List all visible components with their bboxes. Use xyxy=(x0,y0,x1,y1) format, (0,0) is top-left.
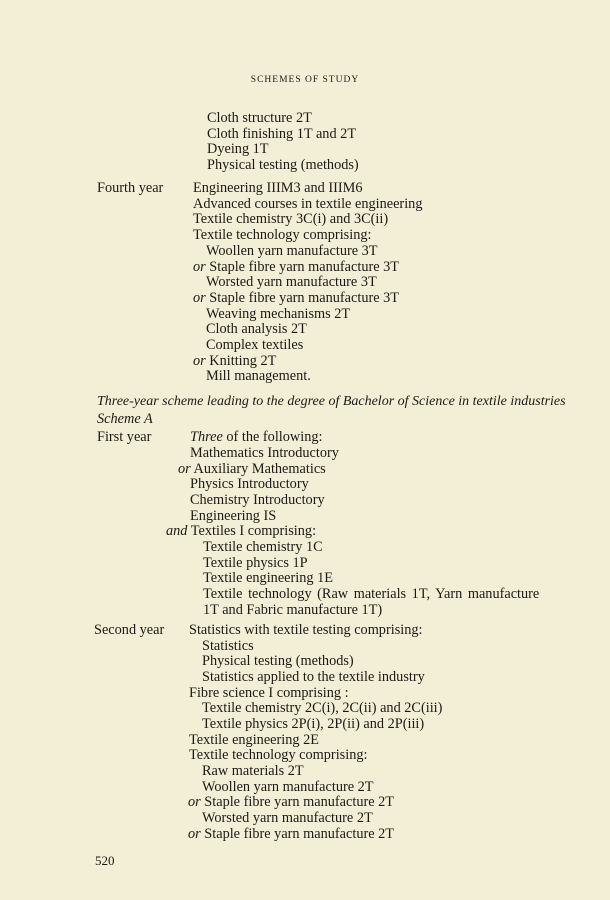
year-label: Fourth year xyxy=(97,180,164,196)
year-label: First year xyxy=(97,429,152,445)
item-text: Textiles I comprising: xyxy=(190,523,317,539)
list-item: Advanced courses in textile engineering xyxy=(193,196,423,212)
or-prefix: or xyxy=(188,794,201,810)
list-item: Weaving mechanisms 2T xyxy=(206,306,351,322)
item-text: Staple fibre yarn manufacture 3T xyxy=(209,290,400,306)
list-item: Textile technology comprising: xyxy=(193,227,372,243)
list-item: Physical testing (methods) xyxy=(202,653,354,669)
list-item: Engineering IS xyxy=(190,508,277,524)
year-label: Second year xyxy=(94,622,165,638)
list-item: Cloth finishing 1T and 2T xyxy=(207,126,357,142)
three-emphasis: Three xyxy=(190,429,223,445)
list-item: Cloth analysis 2T xyxy=(206,321,307,337)
scheme-title: Three-year scheme leading to the degree of Bachelor of Science in textile industries xyxy=(97,394,566,409)
scheme-name: Scheme A xyxy=(97,411,153,427)
or-prefix: or xyxy=(193,290,206,306)
list-item: Statistics applied to the textile industry xyxy=(202,669,425,685)
or-prefix: or xyxy=(193,353,206,369)
list-item: Textile chemistry 2C(i), 2C(ii) and 2C(iii) xyxy=(202,700,443,716)
list-item: Dyeing 1T xyxy=(207,141,269,157)
list-item: Textile engineering 1E xyxy=(203,570,334,586)
running-head: SCHEMES OF STUDY xyxy=(250,75,360,85)
list-item: Fibre science I comprising : xyxy=(189,685,349,701)
list-item: Physical testing (methods) xyxy=(207,157,359,173)
list-item: Textile chemistry 1C xyxy=(203,539,323,555)
list-item xyxy=(188,825,394,843)
list-item: Textile technology (Raw materials 1T, Yarn manufacture xyxy=(203,586,540,602)
list-item: Cloth structure 2T xyxy=(207,110,312,126)
item-text: Knitting 2T xyxy=(209,353,277,369)
list-item: Statistics xyxy=(202,638,254,654)
list-item: Engineering IIIM3 and IIIM6 xyxy=(193,180,363,196)
list-item: Statistics with textile testing comprising: xyxy=(189,622,423,638)
page-number: 520 xyxy=(95,853,115,868)
list-item: Woollen yarn manufacture 3T xyxy=(206,243,378,259)
list-item: Textile technology comprising: xyxy=(189,747,368,763)
list-item: Textile chemistry 3C(i) and 3C(ii) xyxy=(193,211,389,227)
or-prefix: or xyxy=(178,461,191,477)
list-item: Physics Introductory xyxy=(190,476,309,492)
or-prefix: or xyxy=(188,826,201,842)
list-item: Worsted yarn manufacture 3T xyxy=(206,274,377,290)
item-text: Staple fibre yarn manufacture 2T xyxy=(204,794,395,810)
list-item: Chemistry Introductory xyxy=(190,492,325,508)
item-text: Staple fibre yarn manufacture 2T xyxy=(204,826,395,842)
list-item: Raw materials 2T xyxy=(202,763,304,779)
item-text: Staple fibre yarn manufacture 3T xyxy=(209,259,400,275)
list-item: Woollen yarn manufacture 2T xyxy=(202,779,374,795)
and-prefix: and xyxy=(166,523,188,539)
list-item: Mathematics Introductory xyxy=(190,445,339,461)
intro-text: of the following: xyxy=(222,429,323,445)
list-item: 1T and Fabric manufacture 1T) xyxy=(203,602,383,618)
list-item: Textile physics 1P xyxy=(203,555,308,571)
list-item: Complex textiles xyxy=(206,337,304,353)
list-item: Mill management. xyxy=(206,368,311,384)
item-text: Auxiliary Mathematics xyxy=(193,461,326,477)
list-item: Worsted yarn manufacture 2T xyxy=(202,810,373,826)
or-prefix: or xyxy=(193,259,206,275)
list-item: Textile physics 2P(i), 2P(ii) and 2P(iii) xyxy=(202,716,425,732)
list-item: Textile engineering 2E xyxy=(189,732,320,748)
